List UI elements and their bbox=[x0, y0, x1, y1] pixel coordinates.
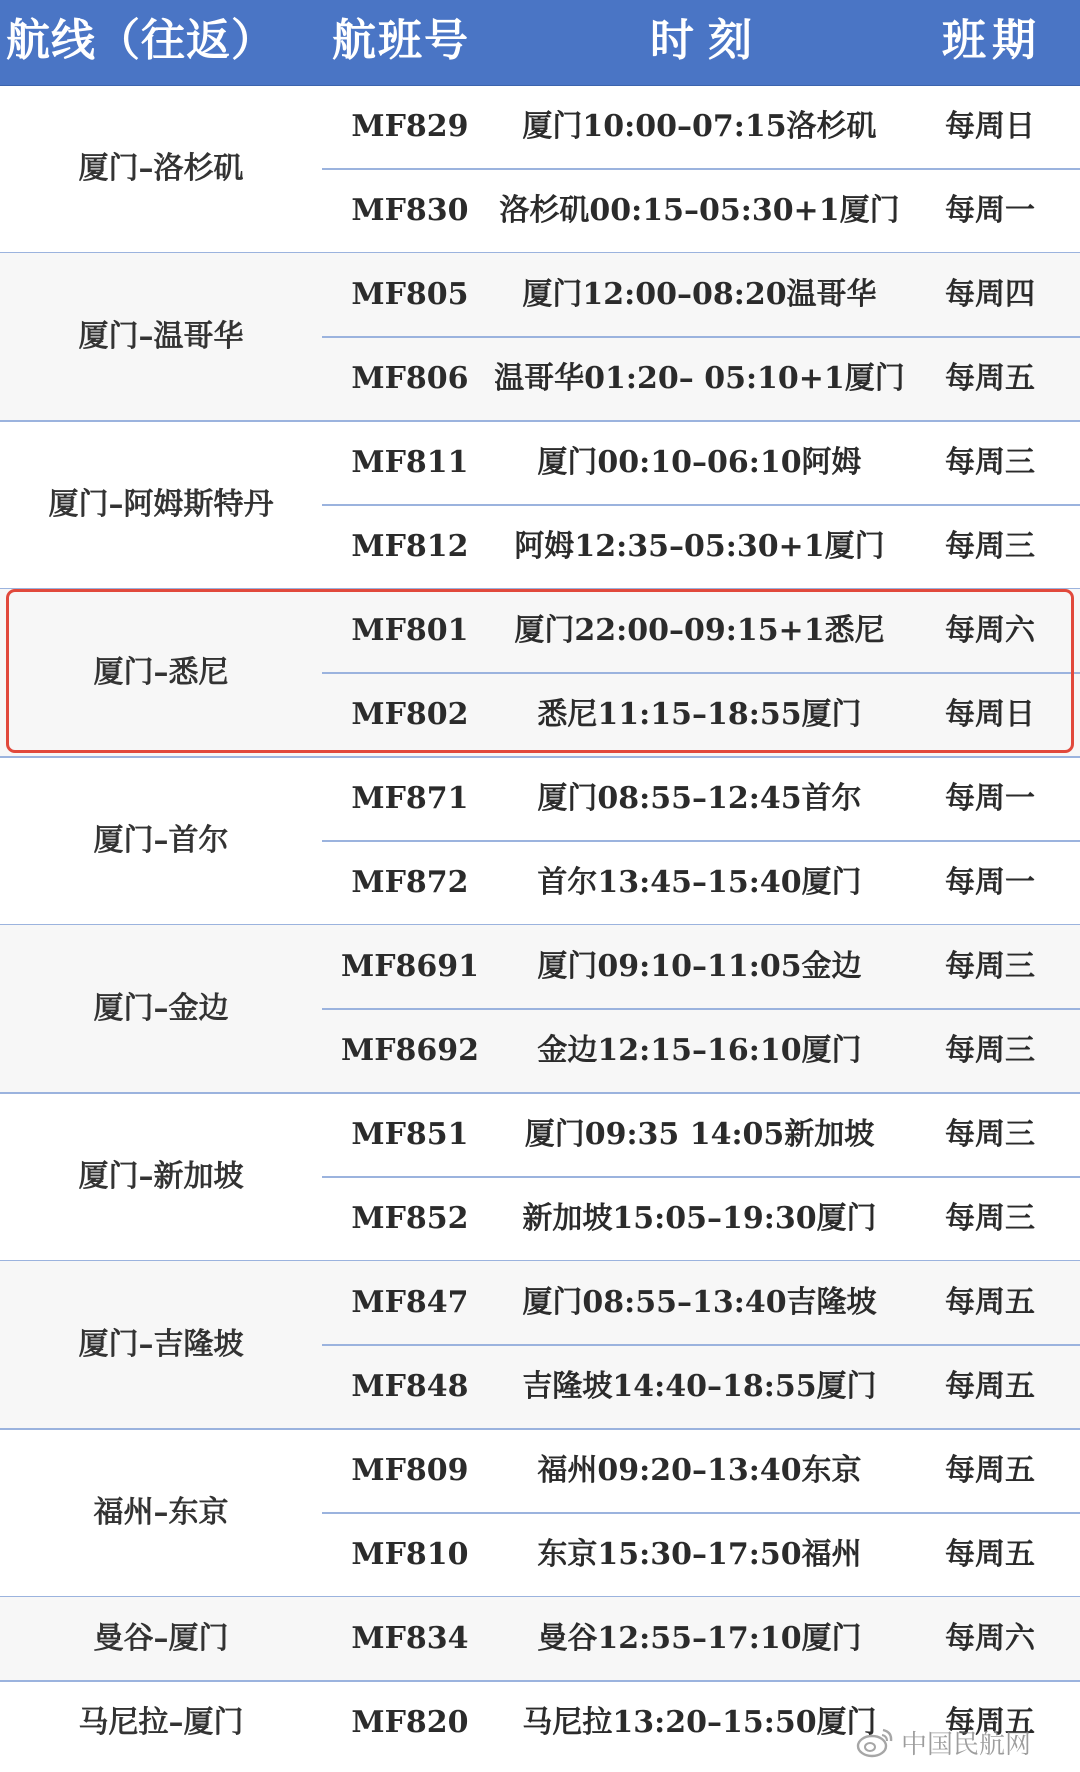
route-group bbox=[0, 1597, 1080, 1681]
route-name: 厦门–悉尼 bbox=[93, 655, 229, 690]
flight-time: 厦门08:55–13:40吉隆坡 bbox=[522, 1285, 877, 1320]
operating-days: 每周三 bbox=[945, 445, 1035, 480]
flight-number: MF830 bbox=[351, 193, 469, 228]
route-name: 厦门–首尔 bbox=[93, 823, 229, 858]
flight-number: MF851 bbox=[351, 1117, 469, 1152]
route-name: 厦门–阿姆斯特丹 bbox=[48, 487, 274, 522]
flight-number: MF848 bbox=[351, 1369, 469, 1404]
watermark bbox=[855, 1720, 1031, 1764]
operating-days: 每周五 bbox=[945, 1285, 1035, 1320]
operating-days: 每周三 bbox=[945, 1117, 1035, 1152]
route-group bbox=[0, 253, 1080, 421]
route-group bbox=[0, 1261, 1080, 1429]
operating-days: 每周五 bbox=[945, 1537, 1035, 1572]
operating-days: 每周三 bbox=[945, 1201, 1035, 1236]
route-name: 厦门–吉隆坡 bbox=[78, 1327, 244, 1362]
flight-number: MF820 bbox=[351, 1705, 469, 1740]
operating-days: 每周四 bbox=[945, 277, 1035, 312]
flight-number: MF8692 bbox=[340, 1033, 479, 1068]
flight-time: 洛杉矶00:15–05:30+1厦门 bbox=[499, 193, 900, 228]
flight-time: 首尔13:45–15:40厦门 bbox=[537, 865, 862, 900]
flight-number: MF872 bbox=[351, 865, 469, 900]
flight-number: MF806 bbox=[351, 361, 469, 396]
operating-days: 每周三 bbox=[945, 1033, 1035, 1068]
route-group bbox=[0, 757, 1080, 925]
route-name: 曼谷–厦门 bbox=[93, 1621, 229, 1656]
route-name: 厦门–新加坡 bbox=[78, 1159, 244, 1194]
flight-time: 阿姆12:35–05:30+1厦门 bbox=[514, 529, 885, 564]
route-group bbox=[0, 421, 1080, 589]
route-group bbox=[0, 925, 1080, 1093]
operating-days: 每周一 bbox=[945, 865, 1035, 900]
flight-time: 厦门22:00–09:15+1悉尼 bbox=[514, 613, 885, 648]
watermark-text: 中国民航网 bbox=[901, 1729, 1032, 1760]
header-schedule-time: 时刻 bbox=[650, 15, 766, 66]
operating-days: 每周五 bbox=[945, 1453, 1035, 1488]
flight-time: 金边12:15–16:10厦门 bbox=[537, 1033, 862, 1068]
route-group bbox=[0, 1429, 1080, 1597]
operating-days: 每周六 bbox=[945, 613, 1035, 648]
operating-days: 每周日 bbox=[945, 697, 1035, 732]
flight-time: 厦门08:55–12:45首尔 bbox=[537, 781, 862, 816]
flight-time: 厦门00:10–06:10阿姆 bbox=[537, 445, 862, 480]
table-header bbox=[0, 0, 1080, 86]
operating-days: 每周一 bbox=[945, 193, 1035, 228]
operating-days: 每周五 bbox=[945, 361, 1035, 396]
flight-time: 马尼拉13:20–15:50厦门 bbox=[522, 1705, 877, 1740]
operating-days: 每周一 bbox=[945, 781, 1035, 816]
flight-time: 温哥华01:20– 05:10+1厦门 bbox=[494, 361, 905, 396]
flight-time: 厦门10:00–07:15洛杉矶 bbox=[522, 109, 877, 144]
route-name: 马尼拉–厦门 bbox=[78, 1705, 244, 1740]
flight-number: MF871 bbox=[351, 781, 469, 816]
flight-time: 厦门09:10–11:05金边 bbox=[537, 949, 862, 984]
flight-time: 吉隆坡14:40–18:55厦门 bbox=[522, 1369, 877, 1404]
flight-time: 东京15:30–17:50福州 bbox=[537, 1537, 862, 1572]
flight-time: 悉尼11:15–18:55厦门 bbox=[537, 697, 862, 732]
flight-number: MF801 bbox=[351, 613, 469, 648]
operating-days: 每周六 bbox=[945, 1621, 1035, 1656]
flight-number: MF847 bbox=[351, 1285, 469, 1320]
flight-time: 曼谷12:55–17:10厦门 bbox=[537, 1621, 862, 1656]
flight-time: 厦门12:00–08:20温哥华 bbox=[522, 277, 877, 312]
header-operating-days: 班期 bbox=[942, 15, 1042, 66]
weibo-logo-icon bbox=[855, 1726, 895, 1758]
flight-number: MF812 bbox=[351, 529, 469, 564]
header-flight-number: 航班号 bbox=[332, 15, 470, 66]
flight-number: MF852 bbox=[351, 1201, 469, 1236]
flight-number: MF810 bbox=[351, 1537, 469, 1572]
route-group bbox=[0, 589, 1080, 757]
flight-number: MF8691 bbox=[340, 949, 479, 984]
operating-days: 每周三 bbox=[945, 949, 1035, 984]
route-name: 厦门–金边 bbox=[93, 991, 229, 1026]
operating-days: 每周三 bbox=[945, 529, 1035, 564]
flight-number: MF802 bbox=[351, 697, 469, 732]
flight-number: MF805 bbox=[351, 277, 469, 312]
flight-time: 厦门09:35 14:05新加坡 bbox=[524, 1117, 875, 1152]
route-name: 厦门–洛杉矶 bbox=[78, 151, 244, 186]
operating-days: 每周五 bbox=[945, 1369, 1035, 1404]
route-name: 福州–东京 bbox=[93, 1495, 229, 1530]
header-route: 航线（往返） bbox=[6, 15, 276, 66]
route-group bbox=[0, 1093, 1080, 1261]
flight-number: MF829 bbox=[351, 109, 469, 144]
flight-time: 福州09:20–13:40东京 bbox=[537, 1453, 862, 1488]
flight-time: 新加坡15:05–19:30厦门 bbox=[522, 1201, 877, 1236]
route-group bbox=[0, 85, 1080, 253]
operating-days: 每周日 bbox=[945, 109, 1035, 144]
flight-number: MF809 bbox=[351, 1453, 469, 1488]
operating-days: 每周五 bbox=[945, 1705, 1035, 1740]
flight-number: MF834 bbox=[351, 1621, 469, 1656]
flight-number: MF811 bbox=[351, 445, 469, 480]
route-name: 厦门–温哥华 bbox=[78, 319, 244, 354]
